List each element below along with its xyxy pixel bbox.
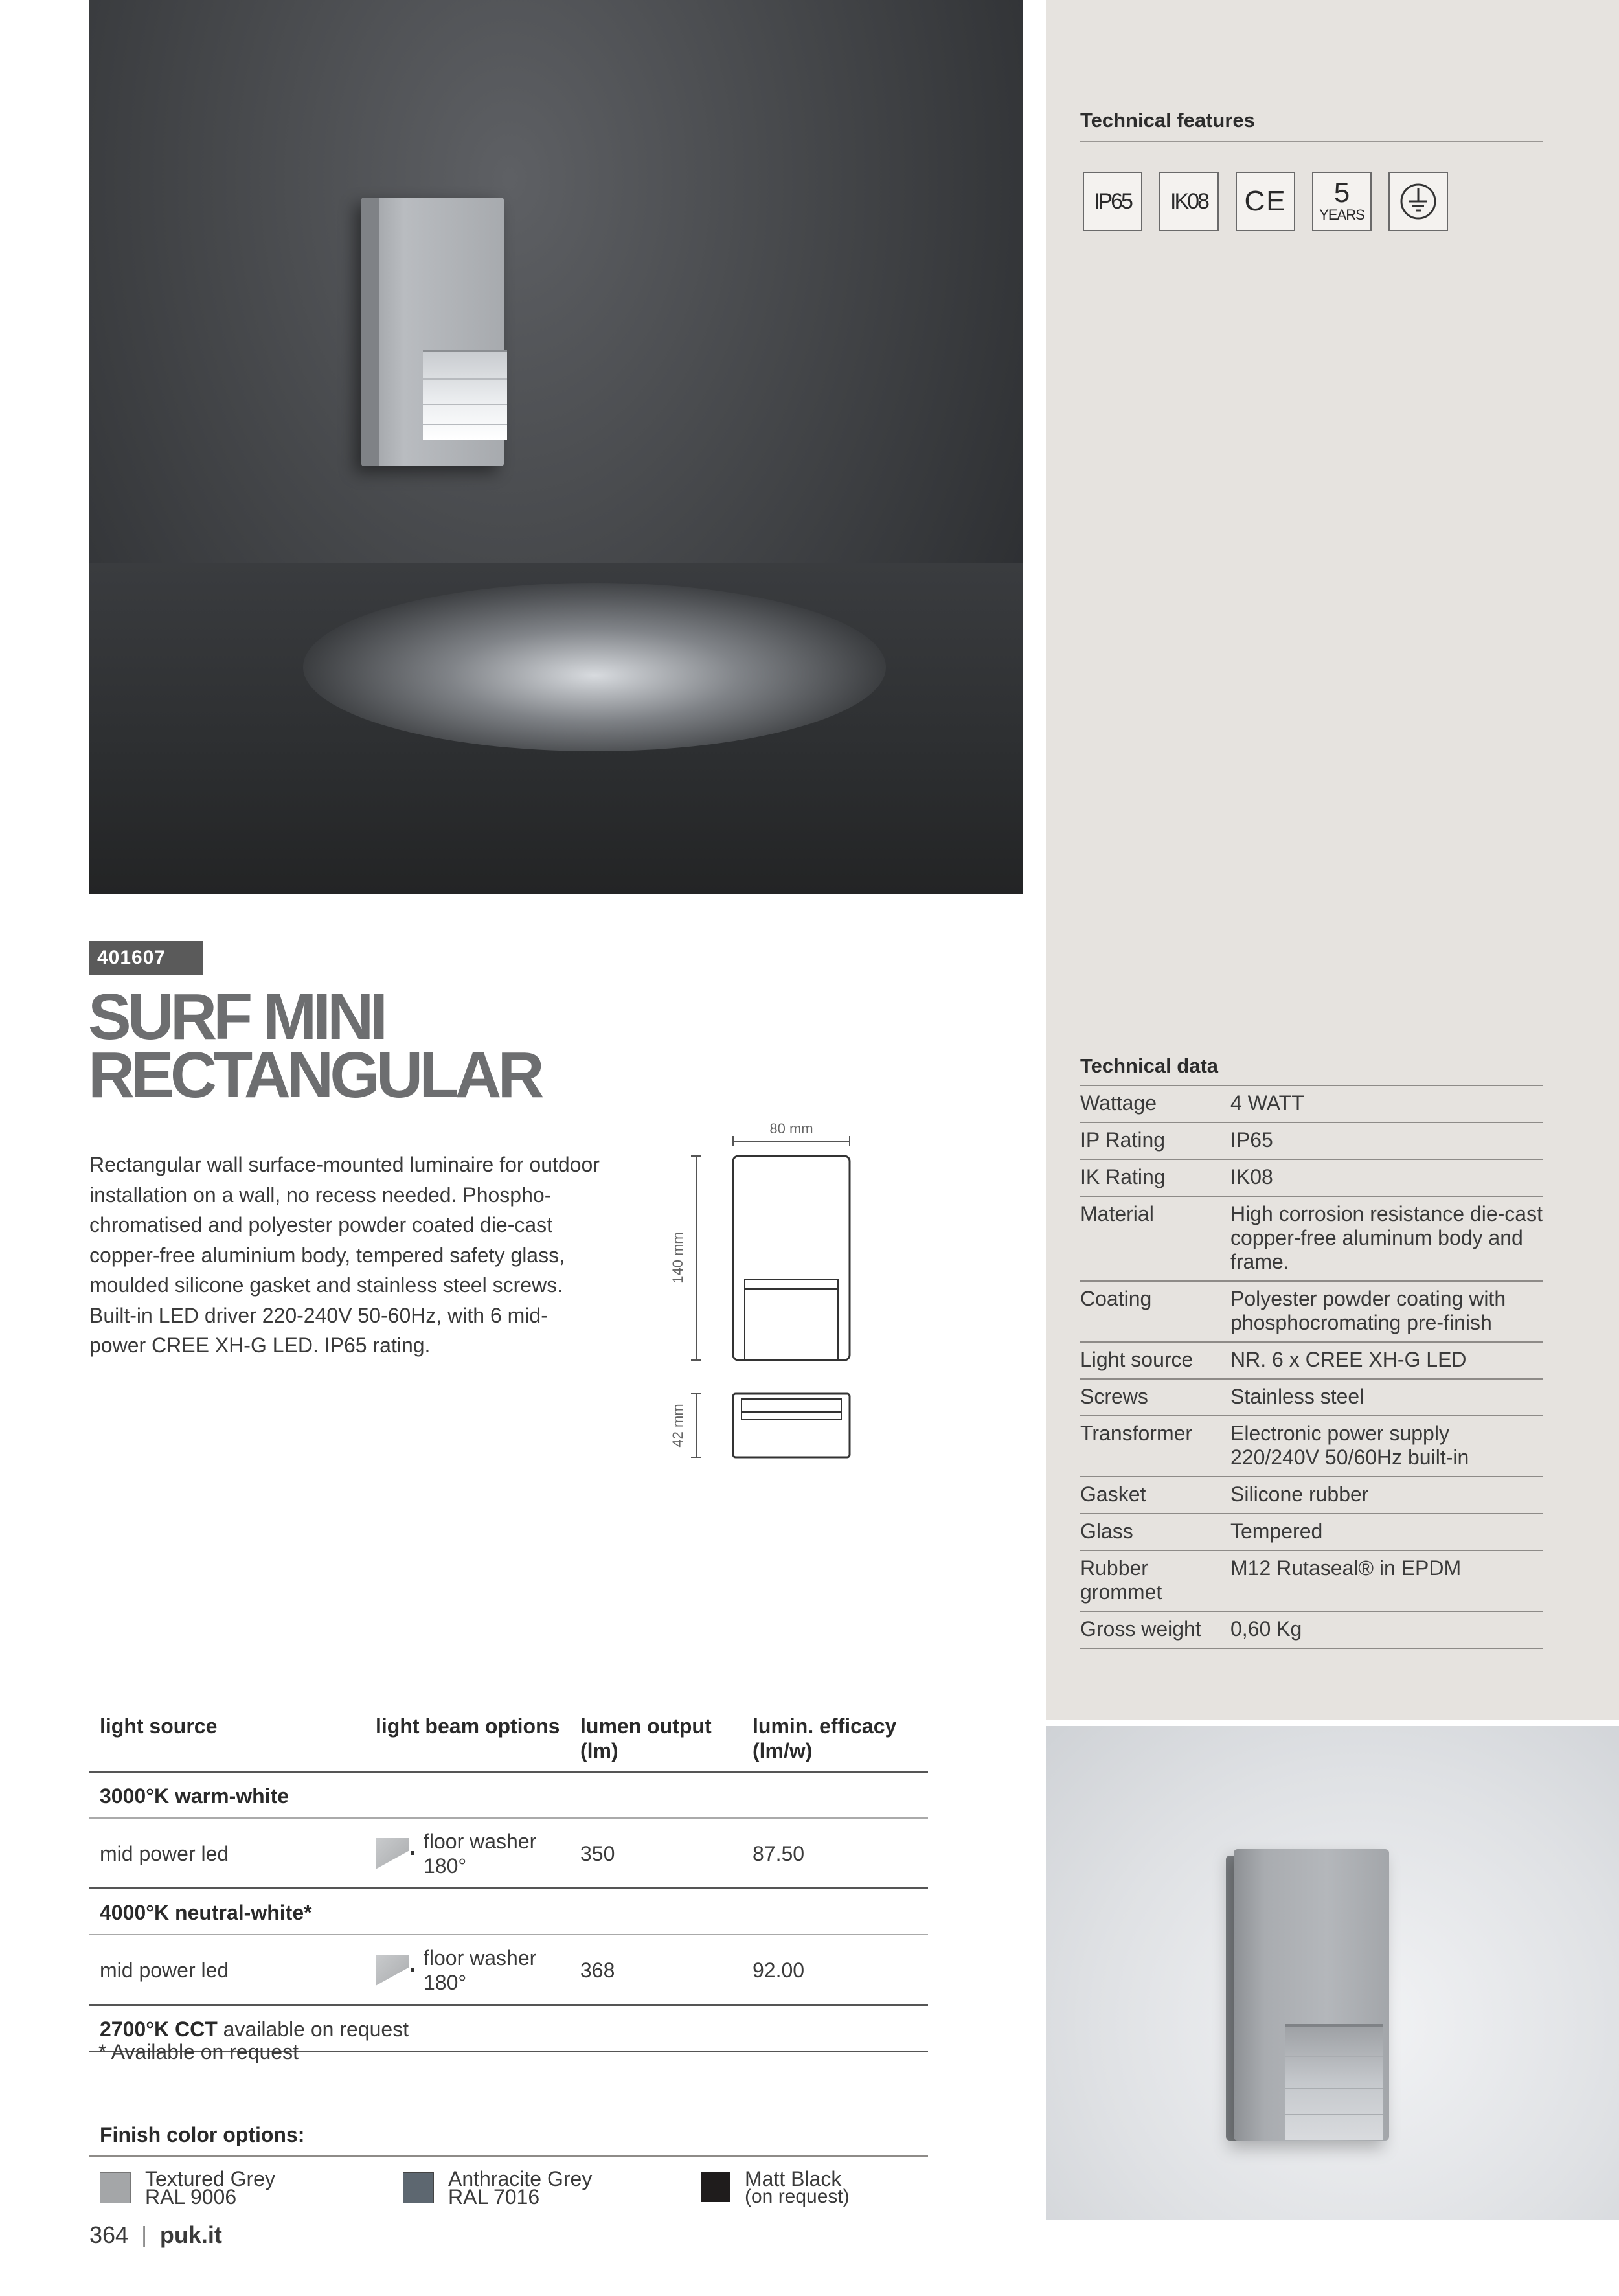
product-code-tag: 401607 xyxy=(89,941,203,975)
technical-data-row xyxy=(1080,1196,1543,1281)
technical-data-value: Electronic power supply 220/240V 50/60Hz built-in xyxy=(1230,1422,1469,1469)
footer-separator: | xyxy=(141,2222,147,2247)
technical-data-row xyxy=(1080,1281,1543,1342)
product-title-line2: RECTANGULAR xyxy=(88,1039,541,1111)
technical-data-row xyxy=(1080,1379,1543,1416)
product-title-line1: SURF MINI xyxy=(88,981,385,1053)
col-light-beam: light beam options xyxy=(376,1714,560,1738)
secondary-product-photo xyxy=(1046,1726,1619,2220)
product-title xyxy=(88,981,671,1111)
col-light-source: light source xyxy=(100,1714,218,1738)
finish-colors-title: Finish color options: xyxy=(100,2123,305,2146)
earth-ground-symbol xyxy=(1399,182,1438,221)
technical-data-label: Transformer xyxy=(1080,1422,1193,1445)
technical-data-value: Polyester powder coating with phosphocromating pre-finish xyxy=(1230,1287,1506,1334)
technical-data-value: NR. 6 x CREE XH-G LED xyxy=(1230,1348,1467,1371)
technical-data-value: 4 WATT xyxy=(1230,1091,1304,1115)
ik08-icon: IK08 xyxy=(1159,172,1219,231)
divider xyxy=(1080,141,1543,142)
technical-data-row xyxy=(1080,1342,1543,1379)
ip65-icon: IP65 xyxy=(1083,172,1142,231)
earth-ground-icon xyxy=(1388,172,1448,231)
technical-data-value: 0,60 Kg xyxy=(1230,1617,1302,1641)
technical-data-label: IK Rating xyxy=(1080,1165,1166,1188)
technical-data-row xyxy=(1080,1551,1543,1611)
dimension-drawing xyxy=(661,1114,874,1464)
finish-option: Matt Black (on request) xyxy=(701,2170,850,2206)
color-swatch xyxy=(701,2172,730,2202)
technical-data-title: Technical data xyxy=(1080,1054,1219,1077)
website-link[interactable]: puk.it xyxy=(159,2222,222,2248)
technical-data-label: Gasket xyxy=(1080,1483,1146,1506)
color-swatch xyxy=(100,2172,131,2203)
table-row: mid power led floor washer 180° 368 92.00 xyxy=(89,1935,928,2005)
technical-data-value: Silicone rubber xyxy=(1230,1483,1369,1506)
footnote: * Available on request xyxy=(98,2040,299,2063)
divider xyxy=(89,2155,928,2157)
technical-data-row xyxy=(1080,1477,1543,1514)
group-row: 4000°K neutral-white* xyxy=(89,1889,928,1935)
technical-data-value: High corrosion resistance die-cast copper-free aluminum body and frame. xyxy=(1230,1202,1543,1273)
technical-data-label: Light source xyxy=(1080,1348,1194,1371)
floor-washer-icon xyxy=(376,1955,414,1986)
technical-data-label: IP Rating xyxy=(1080,1128,1166,1152)
ce-mark-icon: CE xyxy=(1236,172,1295,231)
group-row: 3000°K warm-white xyxy=(89,1772,928,1819)
technical-features-title: Technical features xyxy=(1080,109,1255,131)
technical-data-label: Screws xyxy=(1080,1385,1148,1408)
technical-data-label: Gross weight xyxy=(1080,1617,1201,1641)
technical-data-row xyxy=(1080,1159,1543,1196)
technical-data-value: Tempered xyxy=(1230,1519,1323,1543)
height-dimension-label: 140 mm xyxy=(670,1232,686,1284)
page-number: 364 xyxy=(89,2222,129,2248)
width-dimension-label: 80 mm xyxy=(769,1120,813,1137)
product-description: Rectangular wall surface-mounted luminaire for outdoor installation on a wall, no recess needed. Phospho-chromatised and polyester powder coated die-cast copper-free aluminium body, tempered safety glass, moulded silicone gasket and stainless steel screws. Built-in LED driver 220-240V 50-60Hz, with 6 mid-power CREE XH-G LED. IP65 rating. xyxy=(89,1153,600,1357)
technical-data-value: IK08 xyxy=(1230,1165,1273,1188)
technical-data-row xyxy=(1080,1085,1543,1122)
technical-data-row xyxy=(1080,1122,1543,1159)
technical-data-label: Rubber grommet xyxy=(1080,1556,1162,1604)
technical-data-row xyxy=(1080,1416,1543,1477)
technical-data-label: Coating xyxy=(1080,1287,1152,1310)
col-lumen-output: lumen output (lm) xyxy=(580,1714,712,1762)
finish-option: Textured Grey RAL 9006 xyxy=(100,2170,275,2206)
cct-note-row: 2700°K CCT available on request xyxy=(89,2005,928,2052)
technical-data-table xyxy=(1080,1085,1543,1649)
technical-data-row xyxy=(1080,1611,1543,1648)
hero-product-photo xyxy=(89,0,1023,894)
technical-data-label: Glass xyxy=(1080,1519,1133,1543)
dimension-drawing-svg xyxy=(661,1114,874,1464)
col-luminous-efficacy: lumin. efficacy (lm/w) xyxy=(753,1714,897,1762)
technical-data-value: M12 Rutaseal® in EPDM xyxy=(1230,1556,1462,1580)
technical-data-row xyxy=(1080,1514,1543,1551)
technical-data-label: Wattage xyxy=(1080,1091,1157,1115)
technical-data-value: Stainless steel xyxy=(1230,1385,1364,1408)
certification-badges xyxy=(1083,172,1448,231)
technical-data-label: Material xyxy=(1080,1202,1154,1225)
lighting-table-header xyxy=(89,1703,928,1772)
technical-data-value: IP65 xyxy=(1230,1128,1273,1152)
page-footer xyxy=(89,2222,222,2249)
warranty-5-years-icon: 5 YEARS xyxy=(1312,172,1372,231)
table-row: mid power led floor washer 180° 350 87.50 xyxy=(89,1818,928,1889)
floor-washer-icon xyxy=(376,1838,414,1869)
color-swatch xyxy=(403,2172,434,2203)
finish-option: Anthracite Grey RAL 7016 xyxy=(403,2170,592,2206)
depth-dimension-label: 42 mm xyxy=(670,1404,686,1448)
lighting-table xyxy=(89,1703,928,2052)
